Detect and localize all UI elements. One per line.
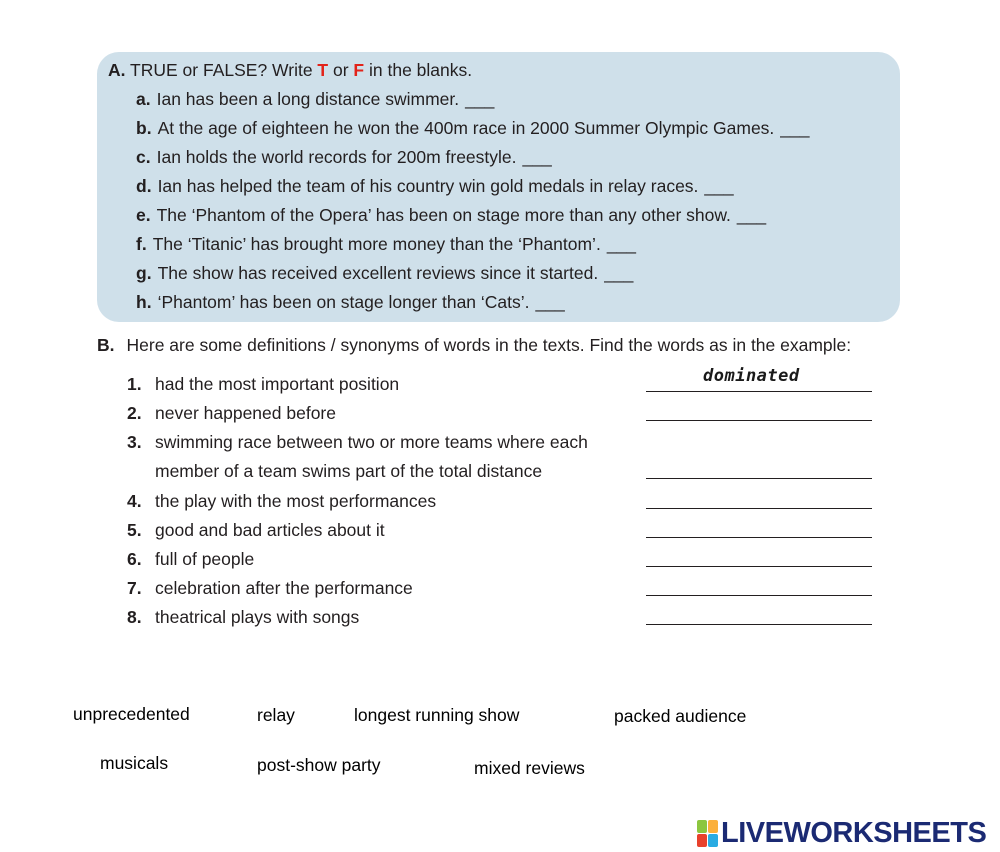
tf-item-c: c. Ian holds the world records for 200m freestyle. ___ (136, 147, 552, 167)
true-letter: T (317, 60, 329, 80)
false-letter: F (353, 60, 365, 80)
tf-blank[interactable]: ___ (704, 176, 734, 196)
answer-line-2[interactable] (646, 420, 872, 421)
answer-line-7[interactable] (646, 595, 872, 596)
section-a-letter: A. (108, 60, 126, 80)
word-bank-relay[interactable]: relay (257, 705, 295, 725)
tf-blank[interactable]: ___ (535, 292, 565, 312)
liveworksheets-logo (697, 817, 986, 849)
section-a-title: A. TRUE or FALSE? Write T or F in the blanks. (108, 60, 473, 80)
definition-item-1: 1. had the most important position (127, 374, 400, 394)
answer-line-8[interactable] (646, 624, 872, 625)
tf-blank[interactable]: ___ (736, 205, 767, 225)
answer-line-3[interactable] (646, 478, 872, 479)
tf-item-b: b. At the age of eighteen he won the 400m race in 2000 Summer Olympic Games. ___ (136, 118, 810, 138)
tf-blank[interactable]: ___ (606, 234, 637, 254)
tf-item-h: h. ‘Phantom’ has been on stage longer than ‘Cats’. ___ (136, 292, 565, 312)
section-b-title: B. Here are some definitions / synonyms of words in the texts. Find the words as in the example: (97, 335, 852, 355)
tf-item-f: f. The ‘Titanic’ has brought more money than the ‘Phantom’. ___ (136, 234, 637, 254)
word-bank-unprecedented[interactable]: unprecedented (73, 704, 190, 724)
answer-line-6[interactable] (646, 566, 872, 567)
word-bank-longest-running-show[interactable]: longest running show (354, 705, 520, 725)
tf-blank[interactable]: ___ (780, 118, 810, 138)
definition-item-3-continued: member of a team swims part of the total distance (155, 461, 543, 481)
definition-item-8: 8. theatrical plays with songs (127, 607, 360, 627)
tf-item-e: e. The ‘Phantom of the Opera’ has been on stage more than any other show. ___ (136, 205, 767, 225)
definition-item-7: 7. celebration after the performance (127, 578, 413, 598)
tf-item-d: d. Ian has helped the team of his country win gold medals in relay races. ___ (136, 176, 734, 196)
answer-line-4[interactable] (646, 508, 872, 509)
tf-blank[interactable]: ___ (465, 89, 495, 109)
word-bank-packed-audience[interactable]: packed audience (614, 706, 747, 726)
tf-item-g: g. The show has received excellent reviews since it started. ___ (136, 263, 634, 283)
liveworksheets-logo-icon (697, 820, 718, 847)
definition-item-4: 4. the play with the most performances (127, 491, 437, 511)
tf-blank[interactable]: ___ (604, 263, 634, 283)
word-bank-mixed-reviews[interactable]: mixed reviews (474, 758, 585, 778)
answer-line-5[interactable] (646, 537, 872, 538)
section-b-letter: B. (97, 335, 115, 355)
word-bank-post-show-party[interactable]: post-show party (257, 755, 381, 775)
definition-item-5: 5. good and bad articles about it (127, 520, 385, 540)
tf-blank[interactable]: ___ (522, 147, 552, 167)
answer-line-1 (646, 391, 872, 392)
word-bank-musicals[interactable]: musicals (100, 753, 169, 773)
example-answer: dominated (703, 366, 800, 386)
definition-item-2: 2. never happened before (127, 403, 336, 423)
definition-item-3: 3. swimming race between two or more teams where each (127, 432, 588, 452)
liveworksheets-logo-text: LIVEWORKSHEETS (721, 816, 987, 849)
tf-item-a: a. Ian has been a long distance swimmer. ___ (136, 89, 495, 109)
definition-item-6: 6. full of people (127, 549, 255, 569)
